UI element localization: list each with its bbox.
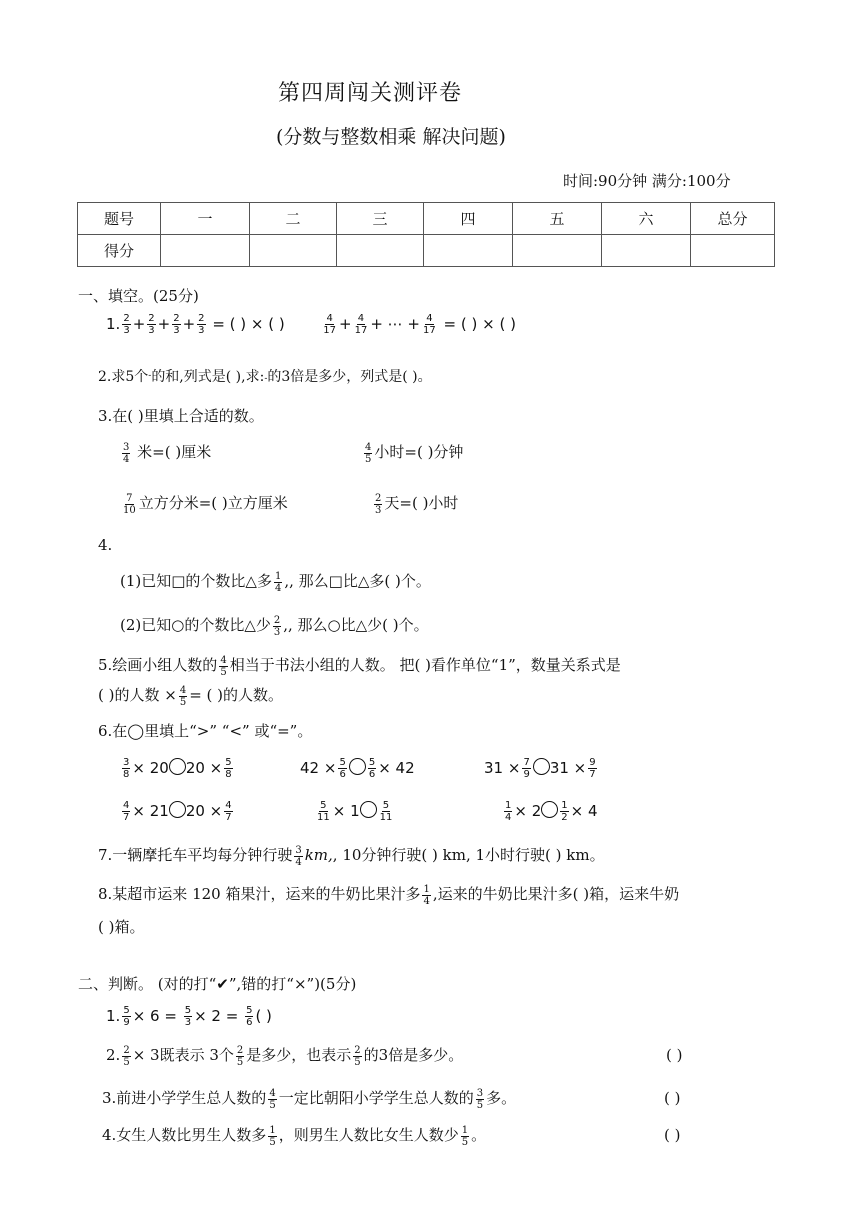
- fraction: $\frac{4}{5}$: [179, 684, 187, 708]
- judge-answer-blank[interactable]: ( ): [664, 1089, 681, 1107]
- compare-item: 31 × $\frac{7}{9}$ 31 × $\frac{9}{7}$: [484, 757, 596, 780]
- judge-item-4: 4.女生人数比男生人数多 $\frac{1}{5}$ ，则男生人数比女生人数少 $\frac{1}{5}$ 。: [102, 1124, 487, 1148]
- compare-circle[interactable]: [169, 758, 186, 775]
- fraction: $\frac{4}{17}$: [354, 313, 368, 336]
- question-7: 7.一辆摩托车平均每分钟行驶 $\frac{3}{4}$ km,, 10分钟行驶( ) km, 1小时行驶( ) km。: [98, 844, 605, 868]
- compare-circle[interactable]: [349, 758, 366, 775]
- score-header-cell: 二: [250, 203, 337, 235]
- score-header-cell: 五: [513, 203, 602, 235]
- answer-blanks[interactable]: = ( ) × ( ): [443, 315, 516, 333]
- score-row-label: 得分: [78, 235, 161, 267]
- score-header-cell: 总分: [691, 203, 775, 235]
- score-input-cell[interactable]: [424, 235, 513, 267]
- score-input-cell[interactable]: [691, 235, 775, 267]
- score-table-row: [78, 235, 775, 267]
- question-3c: $\frac{7}{10}$ 立方分米=( )立方厘米: [123, 492, 288, 516]
- fraction: $\frac{2}{3}$: [375, 492, 382, 516]
- fraction: $\frac{2}{3}$: [123, 313, 130, 336]
- judge-answer-blank[interactable]: ( ): [664, 1126, 681, 1144]
- compare-item: $\frac{1}{4}$ × 2 $\frac{1}{2}$ × 4: [505, 800, 598, 823]
- score-input-cell[interactable]: [250, 235, 337, 267]
- fraction: $\frac{2}{3}$: [173, 313, 180, 336]
- fraction: $\frac{4}{5}$: [220, 654, 227, 678]
- fraction: $\frac{4}{5}$: [365, 441, 372, 465]
- fraction: $\frac{1}{4}$: [423, 883, 430, 907]
- fraction: $\frac{3}{4}$: [295, 844, 302, 868]
- score-table: [77, 202, 775, 267]
- compare-item: $\frac{5}{11}$ × 1 $\frac{5}{11}$: [317, 800, 393, 823]
- compare-circle[interactable]: [169, 801, 186, 818]
- section-two-title: 二、判断。 (对的打“✔”,错的打“×”)(5分): [78, 975, 357, 993]
- score-header-cell: 题号: [78, 203, 161, 235]
- exam-meta: 时间:90分钟 满分:100分: [563, 172, 731, 190]
- fraction: $\frac{2}{3}$: [148, 313, 155, 336]
- section-one-title: 一、填空。(25分): [78, 287, 199, 305]
- compare-item: $\frac{3}{8}$ × 20 20 × $\frac{5}{8}$: [123, 757, 232, 780]
- judge-item-2: 2. $\frac{2}{5}$ × 3既表示 3个 $\frac{2}{5}$ 是多少，也表示 $\frac{2}{5}$ 的3倍是多少。: [106, 1044, 464, 1068]
- question-5-line-2: ( )的人数 × $\frac{4}{5}$ = ( )的人数。: [98, 684, 283, 708]
- fraction: $\frac{4}{17}$: [423, 313, 436, 336]
- fraction: $\frac{2}{3}$: [273, 614, 281, 638]
- fraction: $\frac{1}{4}$: [274, 570, 282, 594]
- question-6-title: 6.在◯里填上“>” “<” 或“=”。: [98, 722, 313, 740]
- question-number: 1.: [106, 315, 121, 333]
- score-header-cell: 三: [337, 203, 424, 235]
- score-input-cell[interactable]: [161, 235, 250, 267]
- page-title: 第四周闯关测评卷: [278, 81, 463, 106]
- judge-item-3: 3.前进小学学生总人数的 $\frac{4}{5}$ 一定比朝阳小学学生总人数的 $\frac{3}{5}$ 多。: [102, 1087, 517, 1111]
- score-input-cell[interactable]: [337, 235, 424, 267]
- judge-item-1: 1. $\frac{5}{9}$ × 6 = $\frac{5}{3}$ × 2 = $\frac{5}{6}$ ( ): [106, 1005, 272, 1028]
- question-3a: $\frac{3}{4}$ 米=( )厘米: [123, 441, 212, 465]
- compare-circle[interactable]: [541, 801, 558, 818]
- score-table-header-row: [78, 203, 775, 235]
- fraction: $\frac{3}{4}$: [123, 441, 130, 465]
- compare-circle[interactable]: [360, 801, 377, 818]
- answer-blanks[interactable]: = ( ) × ( ): [212, 315, 285, 333]
- fraction: $\frac{2}{3}$: [198, 313, 205, 336]
- score-input-cell[interactable]: [513, 235, 602, 267]
- fraction: $\frac{4}{17}$: [323, 313, 337, 336]
- score-input-cell[interactable]: [602, 235, 691, 267]
- question-4a: (1)已知□的个数比△多 $\frac{1}{4}$ ,, 那么□比△多( )个。: [120, 570, 431, 594]
- question-8-line-2: ( )箱。: [98, 918, 145, 936]
- question-4-title: 4.: [98, 536, 113, 554]
- question-5-line-1: 5.绘画小组人数的 $\frac{4}{5}$ 相当于书法小组的人数。 把( )看作单位“1”，数量关系式是: [98, 654, 621, 678]
- score-header-cell: 一: [161, 203, 250, 235]
- question-8-line-1: 8.某超市运来 120 箱果汁，运来的牛奶比果汁多 $\frac{1}{4}$ ,运来的牛奶比果汁多( )箱，运来牛奶: [98, 883, 680, 907]
- compare-item: $\frac{4}{7}$ × 21 20 × $\frac{4}{7}$: [123, 800, 232, 823]
- question-3d: $\frac{2}{3}$ 天=( )小时: [375, 492, 459, 516]
- judge-answer-blank[interactable]: ( ): [255, 1007, 272, 1025]
- page-subtitle: (分数与整数相乘 解决问题): [276, 126, 506, 148]
- question-2: 2.求5个-的和,列式是( ),求:-的3倍是多少，列式是( )。: [98, 369, 432, 385]
- score-header-cell: 六: [602, 203, 691, 235]
- fraction: $\frac{7}{10}$: [123, 492, 136, 516]
- compare-circle[interactable]: [533, 758, 550, 775]
- judge-answer-blank[interactable]: ( ): [666, 1046, 683, 1064]
- score-header-cell: 四: [424, 203, 513, 235]
- compare-item: 42 × $\frac{5}{6}$ $\frac{5}{6}$ × 42: [300, 757, 415, 780]
- question-1: 1. $\frac{2}{3}$ + $\frac{2}{3}$ + $\frac{2}{3}$ + $\frac{2}{3}$ = ( ) × ( ) $\frac{4}{17}$ + $\frac{4}{17}$ + ⋯ + $\frac{4}{17}$ = ( ) × ( ): [106, 313, 516, 336]
- question-3-title: 3.在( )里填上合适的数。: [98, 407, 264, 425]
- question-3b: $\frac{4}{5}$ 小时=( )分钟: [365, 441, 464, 465]
- question-4b: (2)已知○的个数比△少 $\frac{2}{3}$ ,, 那么○比△少( )个。: [120, 614, 429, 638]
